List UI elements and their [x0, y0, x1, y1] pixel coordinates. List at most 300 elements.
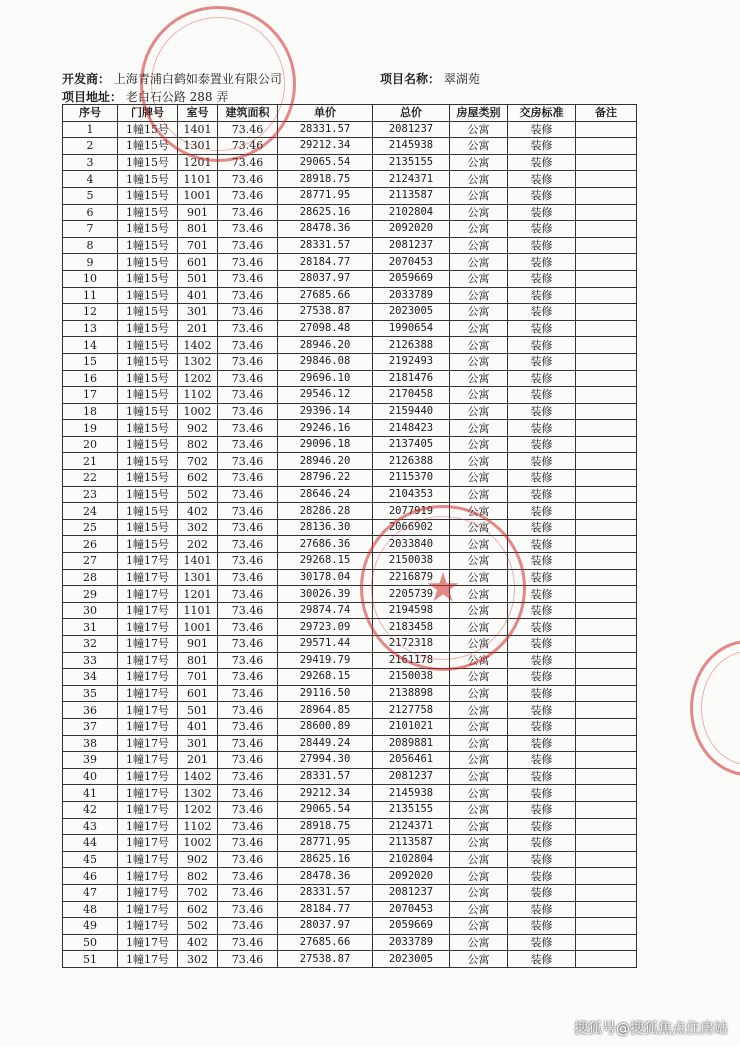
table-cell: 73.46	[218, 221, 278, 238]
table-row	[63, 254, 637, 271]
table-cell	[576, 370, 637, 387]
table-row	[63, 553, 637, 570]
table-cell: 1幢17号	[118, 685, 178, 702]
table-cell: 2181476	[373, 370, 450, 387]
table-cell: 1幢17号	[118, 619, 178, 636]
table-cell: 装修	[508, 918, 576, 935]
table-cell: 1101	[178, 171, 218, 188]
table-cell: 1幢15号	[118, 320, 178, 337]
table-cell: 装修	[508, 934, 576, 951]
table-cell: 28037.97	[278, 918, 373, 935]
table-cell: 24	[63, 503, 118, 520]
table-row	[63, 652, 637, 669]
table-cell: 1402	[178, 337, 218, 354]
developer-line	[62, 70, 282, 87]
table-cell: 26	[63, 536, 118, 553]
table-cell: 装修	[508, 138, 576, 155]
table-cell: 8	[63, 237, 118, 254]
table-cell: 801	[178, 652, 218, 669]
table-cell: 402	[178, 934, 218, 951]
table-cell: 28286.28	[278, 503, 373, 520]
table-cell: 2135155	[373, 801, 450, 818]
table-cell: 1幢17号	[118, 553, 178, 570]
table-cell: 29571.44	[278, 636, 373, 653]
table-row	[63, 718, 637, 735]
table-cell: 装修	[508, 669, 576, 686]
table-cell: 1102	[178, 818, 218, 835]
table-row	[63, 868, 637, 885]
table-cell: 公寓	[450, 121, 508, 138]
table-cell: 28331.57	[278, 121, 373, 138]
table-cell: 公寓	[450, 503, 508, 520]
table-cell: 2150038	[373, 669, 450, 686]
table-cell: 73.46	[218, 121, 278, 138]
table-cell: 73.46	[218, 519, 278, 536]
table-cell: 公寓	[450, 785, 508, 802]
table-cell	[576, 768, 637, 785]
table-cell: 28964.85	[278, 702, 373, 719]
developer-name: 上海青浦白鹤如泰置业有限公司	[113, 72, 282, 86]
table-cell: 28918.75	[278, 818, 373, 835]
table-cell: 装修	[508, 420, 576, 437]
table-cell: 601	[178, 254, 218, 271]
table-cell	[576, 636, 637, 653]
table-row	[63, 602, 637, 619]
table-row	[63, 835, 637, 852]
table-cell: 公寓	[450, 154, 508, 171]
table-cell: 73.46	[218, 370, 278, 387]
table-cell: 装修	[508, 752, 576, 769]
table-cell: 48	[63, 901, 118, 918]
table-cell: 公寓	[450, 453, 508, 470]
table-cell: 34	[63, 669, 118, 686]
table-cell: 701	[178, 237, 218, 254]
column-header: 总价	[373, 105, 450, 122]
table-cell: 28037.97	[278, 270, 373, 287]
table-cell: 2070453	[373, 254, 450, 271]
table-cell: 2	[63, 138, 118, 155]
table-cell: 2126388	[373, 337, 450, 354]
column-header: 室号	[178, 105, 218, 122]
table-cell: 801	[178, 221, 218, 238]
table-cell	[576, 785, 637, 802]
table-cell: 73.46	[218, 320, 278, 337]
table-cell: 1幢15号	[118, 420, 178, 437]
table-cell: 5	[63, 187, 118, 204]
table-cell: 1990654	[373, 320, 450, 337]
table-cell: 3	[63, 154, 118, 171]
table-cell	[576, 901, 637, 918]
table-cell: 31	[63, 619, 118, 636]
table-cell: 公寓	[450, 669, 508, 686]
company-seal-right	[690, 640, 740, 776]
table-row	[63, 420, 637, 437]
table-cell: 装修	[508, 801, 576, 818]
table-header-row	[63, 105, 637, 122]
table-cell	[576, 470, 637, 487]
table-cell: 29246.16	[278, 420, 373, 437]
table-cell: 公寓	[450, 934, 508, 951]
table-cell: 44	[63, 835, 118, 852]
table-cell: 28946.20	[278, 453, 373, 470]
table-row	[63, 221, 637, 238]
table-cell: 73.46	[218, 801, 278, 818]
table-cell: 2033789	[373, 287, 450, 304]
table-row	[63, 901, 637, 918]
table-cell: 1幢15号	[118, 171, 178, 188]
table-cell: 4	[63, 171, 118, 188]
table-cell: 51	[63, 951, 118, 968]
table-cell: 公寓	[450, 685, 508, 702]
table-cell: 1002	[178, 403, 218, 420]
table-cell: 装修	[508, 436, 576, 453]
column-header: 单价	[278, 105, 373, 122]
table-cell: 公寓	[450, 171, 508, 188]
table-cell: 73.46	[218, 818, 278, 835]
table-cell: 公寓	[450, 918, 508, 935]
table-cell: 28184.77	[278, 901, 373, 918]
table-cell: 2033789	[373, 934, 450, 951]
table-cell: 29065.54	[278, 801, 373, 818]
table-cell	[576, 669, 637, 686]
table-cell: 1幢17号	[118, 652, 178, 669]
table-cell: 73.46	[218, 287, 278, 304]
table-row	[63, 171, 637, 188]
table-row	[63, 470, 637, 487]
table-cell: 2150038	[373, 553, 450, 570]
table-cell	[576, 685, 637, 702]
table-cell: 1幢15号	[118, 370, 178, 387]
table-cell: 73.46	[218, 254, 278, 271]
table-cell: 2102804	[373, 851, 450, 868]
table-row	[63, 536, 637, 553]
table-cell	[576, 320, 637, 337]
table-cell	[576, 718, 637, 735]
table-cell: 装修	[508, 868, 576, 885]
table-row	[63, 486, 637, 503]
table-cell: 28771.95	[278, 835, 373, 852]
table-cell: 1幢15号	[118, 304, 178, 321]
table-cell: 公寓	[450, 835, 508, 852]
table-row	[63, 187, 637, 204]
table-cell: 1幢15号	[118, 221, 178, 238]
table-cell: 装修	[508, 785, 576, 802]
table-cell	[576, 486, 637, 503]
table-cell: 73.46	[218, 204, 278, 221]
table-cell	[576, 951, 637, 968]
table-cell: 公寓	[450, 204, 508, 221]
table-cell: 2127758	[373, 702, 450, 719]
table-cell: 1幢15号	[118, 270, 178, 287]
table-cell: 公寓	[450, 470, 508, 487]
table-cell: 1201	[178, 154, 218, 171]
table-cell: 28946.20	[278, 337, 373, 354]
table-row	[63, 503, 637, 520]
column-header: 建筑面积	[218, 105, 278, 122]
table-cell	[576, 420, 637, 437]
table-row	[63, 785, 637, 802]
table-row	[63, 121, 637, 138]
table-cell: 73.46	[218, 553, 278, 570]
table-row	[63, 586, 637, 603]
table-cell: 1202	[178, 801, 218, 818]
table-cell: 公寓	[450, 353, 508, 370]
table-cell: 1幢15号	[118, 337, 178, 354]
table-cell: 装修	[508, 636, 576, 653]
table-cell: 1幢15号	[118, 154, 178, 171]
table-cell: 73.46	[218, 735, 278, 752]
table-cell: 28331.57	[278, 884, 373, 901]
table-cell: 装修	[508, 387, 576, 404]
table-cell: 73.46	[218, 901, 278, 918]
table-cell: 1302	[178, 785, 218, 802]
table-cell: 28771.95	[278, 187, 373, 204]
table-cell: 2066902	[373, 519, 450, 536]
table-cell: 202	[178, 536, 218, 553]
table-cell: 14	[63, 337, 118, 354]
table-cell: 公寓	[450, 553, 508, 570]
table-cell: 公寓	[450, 851, 508, 868]
table-cell: 301	[178, 304, 218, 321]
table-cell: 73.46	[218, 436, 278, 453]
table-cell: 1幢15号	[118, 353, 178, 370]
table-row	[63, 320, 637, 337]
table-cell	[576, 121, 637, 138]
table-cell: 47	[63, 884, 118, 901]
table-cell: 901	[178, 204, 218, 221]
table-cell: 73.46	[218, 304, 278, 321]
table-cell: 902	[178, 420, 218, 437]
table-cell: 73.46	[218, 453, 278, 470]
table-cell: 402	[178, 503, 218, 520]
table-cell: 1201	[178, 586, 218, 603]
table-cell: 29116.50	[278, 685, 373, 702]
table-cell: 2137405	[373, 436, 450, 453]
table-cell: 11	[63, 287, 118, 304]
table-cell: 1幢15号	[118, 287, 178, 304]
table-cell: 2124371	[373, 171, 450, 188]
table-cell: 公寓	[450, 884, 508, 901]
table-cell: 1幢17号	[118, 868, 178, 885]
table-cell: 2145938	[373, 138, 450, 155]
table-cell	[576, 569, 637, 586]
project-name: 翠湖苑	[443, 72, 480, 86]
table-cell: 73.46	[218, 619, 278, 636]
table-cell: 2124371	[373, 818, 450, 835]
table-cell: 201	[178, 752, 218, 769]
table-row	[63, 752, 637, 769]
table-cell: 公寓	[450, 420, 508, 437]
table-row	[63, 353, 637, 370]
table-cell: 73.46	[218, 237, 278, 254]
table-cell	[576, 353, 637, 370]
table-cell: 1402	[178, 768, 218, 785]
table-cell: 73.46	[218, 835, 278, 852]
table-cell	[576, 387, 637, 404]
table-cell: 公寓	[450, 636, 508, 653]
table-row	[63, 951, 637, 968]
table-cell: 73.46	[218, 702, 278, 719]
table-cell: 装修	[508, 951, 576, 968]
watermark-text: 搜狐号@搜狐焦点住房站	[574, 1021, 728, 1037]
table-cell: 28331.57	[278, 768, 373, 785]
table-cell: 装修	[508, 768, 576, 785]
table-cell	[576, 752, 637, 769]
table-cell: 1幢17号	[118, 901, 178, 918]
table-cell: 1幢15号	[118, 536, 178, 553]
table-cell: 1幢17号	[118, 735, 178, 752]
table-cell	[576, 851, 637, 868]
table-cell	[576, 138, 637, 155]
table-cell: 1幢17号	[118, 851, 178, 868]
table-cell: 73.46	[218, 884, 278, 901]
table-cell: 27538.87	[278, 951, 373, 968]
table-row	[63, 270, 637, 287]
table-cell: 29419.79	[278, 652, 373, 669]
table-cell: 17	[63, 387, 118, 404]
column-header: 序号	[63, 105, 118, 122]
table-cell: 1幢15号	[118, 453, 178, 470]
table-cell: 28796.22	[278, 470, 373, 487]
table-cell: 28184.77	[278, 254, 373, 271]
table-cell: 2081237	[373, 237, 450, 254]
table-cell: 公寓	[450, 536, 508, 553]
table-cell: 73.46	[218, 171, 278, 188]
table-cell: 1幢17号	[118, 569, 178, 586]
developer-label: 开发商：	[62, 72, 111, 86]
table-cell: 73.46	[218, 337, 278, 354]
table-cell: 公寓	[450, 801, 508, 818]
table-cell: 1101	[178, 602, 218, 619]
table-cell: 28918.75	[278, 171, 373, 188]
table-cell	[576, 403, 637, 420]
table-cell: 16	[63, 370, 118, 387]
table-cell: 装修	[508, 652, 576, 669]
table-cell: 1幢15号	[118, 237, 178, 254]
table-cell: 2104353	[373, 486, 450, 503]
table-cell: 28478.36	[278, 221, 373, 238]
table-cell	[576, 586, 637, 603]
table-cell	[576, 702, 637, 719]
table-cell: 1幢15号	[118, 486, 178, 503]
table-row	[63, 636, 637, 653]
table-row	[63, 851, 637, 868]
table-cell: 装修	[508, 835, 576, 852]
table-cell: 1幢17号	[118, 718, 178, 735]
table-cell: 1幢17号	[118, 636, 178, 653]
table-cell: 1	[63, 121, 118, 138]
table-cell: 2081237	[373, 121, 450, 138]
table-cell: 73.46	[218, 353, 278, 370]
table-row	[63, 702, 637, 719]
table-cell: 装修	[508, 519, 576, 536]
table-cell: 29212.34	[278, 785, 373, 802]
table-cell	[576, 519, 637, 536]
table-cell	[576, 270, 637, 287]
table-cell	[576, 735, 637, 752]
table-cell: 29396.14	[278, 403, 373, 420]
table-cell	[576, 171, 637, 188]
table-cell: 73.46	[218, 602, 278, 619]
table-cell: 公寓	[450, 652, 508, 669]
table-cell: 2070453	[373, 901, 450, 918]
table-cell	[576, 254, 637, 271]
table-cell: 28625.16	[278, 851, 373, 868]
table-cell: 公寓	[450, 270, 508, 287]
table-cell: 1幢17号	[118, 884, 178, 901]
table-cell: 10	[63, 270, 118, 287]
table-cell: 73.46	[218, 685, 278, 702]
table-cell: 公寓	[450, 619, 508, 636]
table-cell: 1幢15号	[118, 470, 178, 487]
table-cell: 2126388	[373, 453, 450, 470]
table-cell: 73.46	[218, 752, 278, 769]
table-cell: 1302	[178, 353, 218, 370]
table-cell: 73.46	[218, 536, 278, 553]
table-cell: 装修	[508, 503, 576, 520]
table-cell: 1幢17号	[118, 801, 178, 818]
table-cell: 29268.15	[278, 553, 373, 570]
table-cell: 装修	[508, 304, 576, 321]
table-cell: 1幢17号	[118, 702, 178, 719]
table-cell: 73.46	[218, 470, 278, 487]
table-cell: 公寓	[450, 436, 508, 453]
table-cell: 23	[63, 486, 118, 503]
table-cell: 1幢17号	[118, 918, 178, 935]
table-cell	[576, 602, 637, 619]
table-cell: 1002	[178, 835, 218, 852]
table-cell: 公寓	[450, 569, 508, 586]
table-cell: 21	[63, 453, 118, 470]
table-cell: 1401	[178, 553, 218, 570]
table-cell: 36	[63, 702, 118, 719]
table-row	[63, 154, 637, 171]
table-row	[63, 287, 637, 304]
table-cell: 装修	[508, 586, 576, 603]
table-cell: 2205739	[373, 586, 450, 603]
table-cell: 501	[178, 702, 218, 719]
table-cell: 公寓	[450, 254, 508, 271]
table-row	[63, 337, 637, 354]
table-cell: 73.46	[218, 768, 278, 785]
table-cell: 1幢15号	[118, 519, 178, 536]
table-row	[63, 304, 637, 321]
table-cell: 公寓	[450, 237, 508, 254]
table-cell: 28600.89	[278, 718, 373, 735]
table-cell: 2033840	[373, 536, 450, 553]
table-cell: 2170458	[373, 387, 450, 404]
table-cell: 2059669	[373, 918, 450, 935]
address-label: 项目地址：	[62, 90, 123, 104]
table-cell: 公寓	[450, 370, 508, 387]
table-cell: 73.46	[218, 420, 278, 437]
project-line	[380, 70, 480, 87]
table-cell: 73.46	[218, 586, 278, 603]
table-cell: 73.46	[218, 138, 278, 155]
table-cell: 1301	[178, 138, 218, 155]
table-cell: 43	[63, 818, 118, 835]
table-cell: 装修	[508, 270, 576, 287]
table-cell: 2102804	[373, 204, 450, 221]
table-cell: 公寓	[450, 586, 508, 603]
table-cell: 701	[178, 669, 218, 686]
table-cell: 6	[63, 204, 118, 221]
table-cell: 46	[63, 868, 118, 885]
table-cell	[576, 918, 637, 935]
table-cell: 40	[63, 768, 118, 785]
table-cell: 装修	[508, 204, 576, 221]
table-cell: 39	[63, 752, 118, 769]
